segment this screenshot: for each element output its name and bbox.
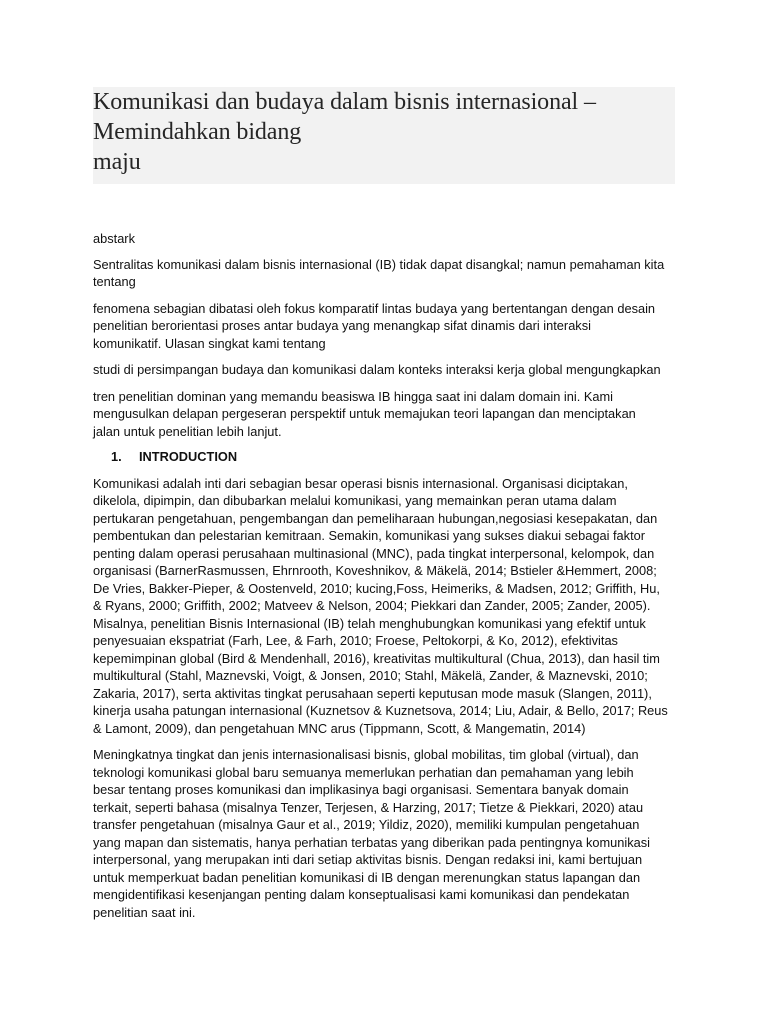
title-line: Memindahkan bidang: [93, 119, 302, 145]
abstract-paragraph: [93, 361, 683, 379]
text-line: De Vries, Bakker-Pieper, & Oostenveld, 2010; kucing,Foss, Heimeriks, & Madsen, 2012; Griffith, Hu,: [93, 580, 660, 596]
text-line: transfer pengetahuan (misalnya Gaur et al., 2019; Yildiz, 2020), memiliki kumpulan pengetahuan: [93, 817, 640, 832]
text-line: mengidentifikasi kesenjangan penting dalam konseptualisasi kami komunikasi dan pendekatan: [93, 887, 630, 902]
text-line: yang mapan dan sistematis, hanya perhatian terbatas yang diberikan pada pentingnya komunikasi: [93, 834, 651, 850]
abstract-heading: abstark: [93, 231, 135, 246]
title-line: Komunikasi dan budaya dalam bisnis internasional –: [93, 89, 596, 115]
text-line: & Ryans, 2000; Griffith, 2002; Matveev & Nelson, 2004; Piekkari dan Zander, 2005; Zander, 2005).: [93, 598, 651, 613]
section-number: 1.: [111, 449, 122, 464]
abstract-paragraph: [93, 388, 683, 441]
text-line: kinerja usaha patungan internasional (Kuznetsov & Kuznetsova, 2014; Liu, Adair, & Bello, 2017; Reus: [93, 703, 668, 718]
text-line: kepemimpinan global (Bird & Mendenhall, 2016), kreativitas multikultural (Chua, 2013), dan hasil tim: [93, 650, 660, 666]
text-line: pembentukan dan pelestarian kemitraan. Semakin, komunikasi yang sukses diakui sebagai faktor: [93, 528, 645, 543]
text-line: penyesuaian ekspatriat (Farh, Lee, & Farh, 2010; Froese, Peltokorpi, & Ko, 2012), efektivitas: [93, 633, 618, 648]
abstract-paragraph: [93, 256, 683, 291]
text-line: komunikatif. Ulasan singkat kami tentang: [93, 335, 326, 351]
text-line: pertukaran pengetahuan, pengembangan dan pemeliharaan hubungan,negosiasi kesepakatan, dan: [93, 510, 658, 526]
text-line: teknologi komunikasi global baru semuanya memerlukan perhatian dan pemahaman yang lebih: [93, 764, 634, 780]
text-line: Sentralitas komunikasi dalam bisnis internasional (IB) tidak dapat disangkal; namun pemahaman kita: [93, 256, 665, 272]
text-line: besar tentang proses komunikasi dan implikasinya bagi organisasi. Sementara banyak domain: [93, 782, 629, 797]
text-line: tren penelitian dominan yang memandu beasiswa IB hingga saat ini dalam domain ini. Kami: [93, 388, 613, 404]
document-body: [93, 230, 683, 921]
text-line: penting dalam operasi perusahaan multinasional (MNC), pada tingkat interpersonal, kelompok, dan: [93, 545, 655, 561]
text-line: mengusulkan delapan pergeseran perspektif untuk memajukan teori lapangan dan menciptakan: [93, 406, 636, 421]
abstract-paragraph: [93, 300, 683, 353]
text-line: Meningkatnya tingkat dan jenis internasionalisasi bisnis, global mobilitas, tim global (virtual), dan: [93, 747, 639, 762]
text-line: organisasi (BarnerRasmussen, Ehrnrooth, Koveshnikov, & Mäkelä, 2014; Bstieler &Hemmert, 2008;: [93, 563, 657, 578]
text-line: Misalnya, penelitian Bisnis Internasional (IB) telah menghubungkan komunikasi yang efektif untuk: [93, 615, 646, 631]
text-line: penelitian berorientasi proses antar budaya yang menangkap sifat dinamis dari interaksi: [93, 318, 591, 333]
text-line: dikelola, dipimpin, dan dibubarkan melalui komunikasi, yang memainkan peran utama dalam: [93, 493, 617, 508]
document-title: [93, 87, 675, 177]
text-line: studi di persimpangan budaya dan komunikasi dalam konteks interaksi kerja global mengungkapkan: [93, 362, 661, 377]
title-block: [93, 87, 675, 184]
title-line: maju: [93, 149, 141, 175]
text-line: interpersonal, yang merupakan inti dari setiap aktivitas bisnis. Dengan redaksi ini, kami bertujuan: [93, 852, 643, 867]
text-line: untuk memperkuat badan penelitian komunikasi di IB dengan merenungkan status lapangan dan: [93, 869, 641, 885]
section-heading: [93, 448, 683, 466]
text-line: multikultural (Stahl, Maznevski, Voigt, & Jonsen, 2010; Stahl, Mäkelä, Zander, & Maznevski, 2010;: [93, 668, 648, 683]
intro-paragraph: [93, 475, 683, 738]
intro-paragraph: [93, 746, 683, 921]
text-line: tentang: [93, 274, 136, 289]
text-line: Zakaria, 2017), serta aktivitas tingkat perusahaan seperti keputusan mode masuk (Slangen, 2011),: [93, 685, 652, 701]
text-line: penelitian saat ini.: [93, 904, 196, 920]
text-line: jalan untuk penelitian lebih lanjut.: [93, 423, 282, 439]
text-line: & Lamont, 2009), dan pengetahuan MNC arus (Tippmann, Scott, & Mangematin, 2014): [93, 720, 586, 736]
text-line: Komunikasi adalah inti dari sebagian besar operasi bisnis internasional. Organisasi diciptakan,: [93, 475, 628, 491]
text-line: terkait, seperti bahasa (misalnya Tenzer, Terjesen, & Harzing, 2017; Tietze & Piekkari, 2020) atau: [93, 799, 644, 815]
section-title: INTRODUCTION: [139, 449, 238, 464]
text-line: fenomena sebagian dibatasi oleh fokus komparatif lintas budaya yang bertentangan dengan desain: [93, 300, 656, 316]
